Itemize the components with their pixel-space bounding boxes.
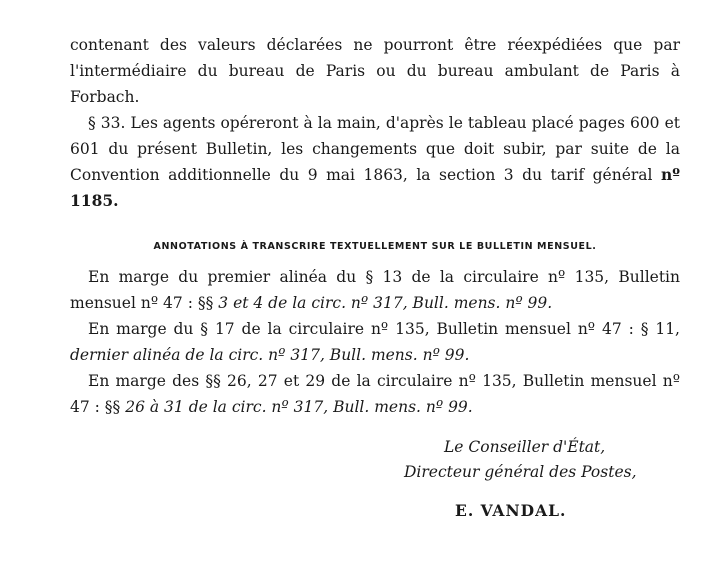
annotation-1 [70, 264, 680, 316]
annotations-title: ANNOTATIONS À TRANSCRIRE TEXTUELLEMENT SUR LE BULLETIN MENSUEL. [153, 241, 597, 252]
paragraph-33 [70, 110, 680, 214]
annotation-3-italic: 26 à 31 de la circ. nº 317, Bull. mens. nº 99. [125, 398, 473, 416]
annotation-3-plain: En marge des §§ 26, 27 et 29 de la circulaire nº 135, Bulletin mensuel nº 47 : §§ [70, 372, 680, 416]
paragraph-33-text: § 33. Les agents opéreront à la main, d'après le tableau placé pages 600 et 601 du présent Bulletin, les changements que doit subir, par suite de la Convention additionnelle du 9 mai 1863, la section 3 du tarif général [70, 114, 680, 184]
paragraph-1: contenant des valeurs déclarées ne pourront être réexpédiées que par l'intermédiaire du bureau de Paris ou du bureau ambulant de Paris à Forbach. [70, 36, 680, 106]
annotation-1-plain: En marge du premier alinéa du § 13 de la circulaire nº 135, Bulletin mensuel nº 47 : §§ [70, 268, 680, 312]
annotation-2-italic: dernier alinéa de la circ. nº 317, Bull. mens. nº 99. [70, 346, 470, 364]
signature-name: E. VANDAL. [455, 501, 567, 520]
annotation-3 [70, 368, 680, 420]
signature-role: Directeur général des Postes, [404, 463, 637, 481]
annotation-1-italic: 3 et 4 de la circ. nº 317, Bull. mens. nº 99. [218, 294, 553, 312]
annotation-2 [70, 316, 680, 368]
signature-title: Le Conseiller d'État, [444, 438, 606, 456]
document-page [70, 32, 680, 520]
annotation-2-plain: En marge du § 17 de la circulaire nº 135, Bulletin mensuel nº 47 : § 11, [88, 320, 680, 338]
paragraph-33-end: nº 1185. [70, 165, 680, 210]
